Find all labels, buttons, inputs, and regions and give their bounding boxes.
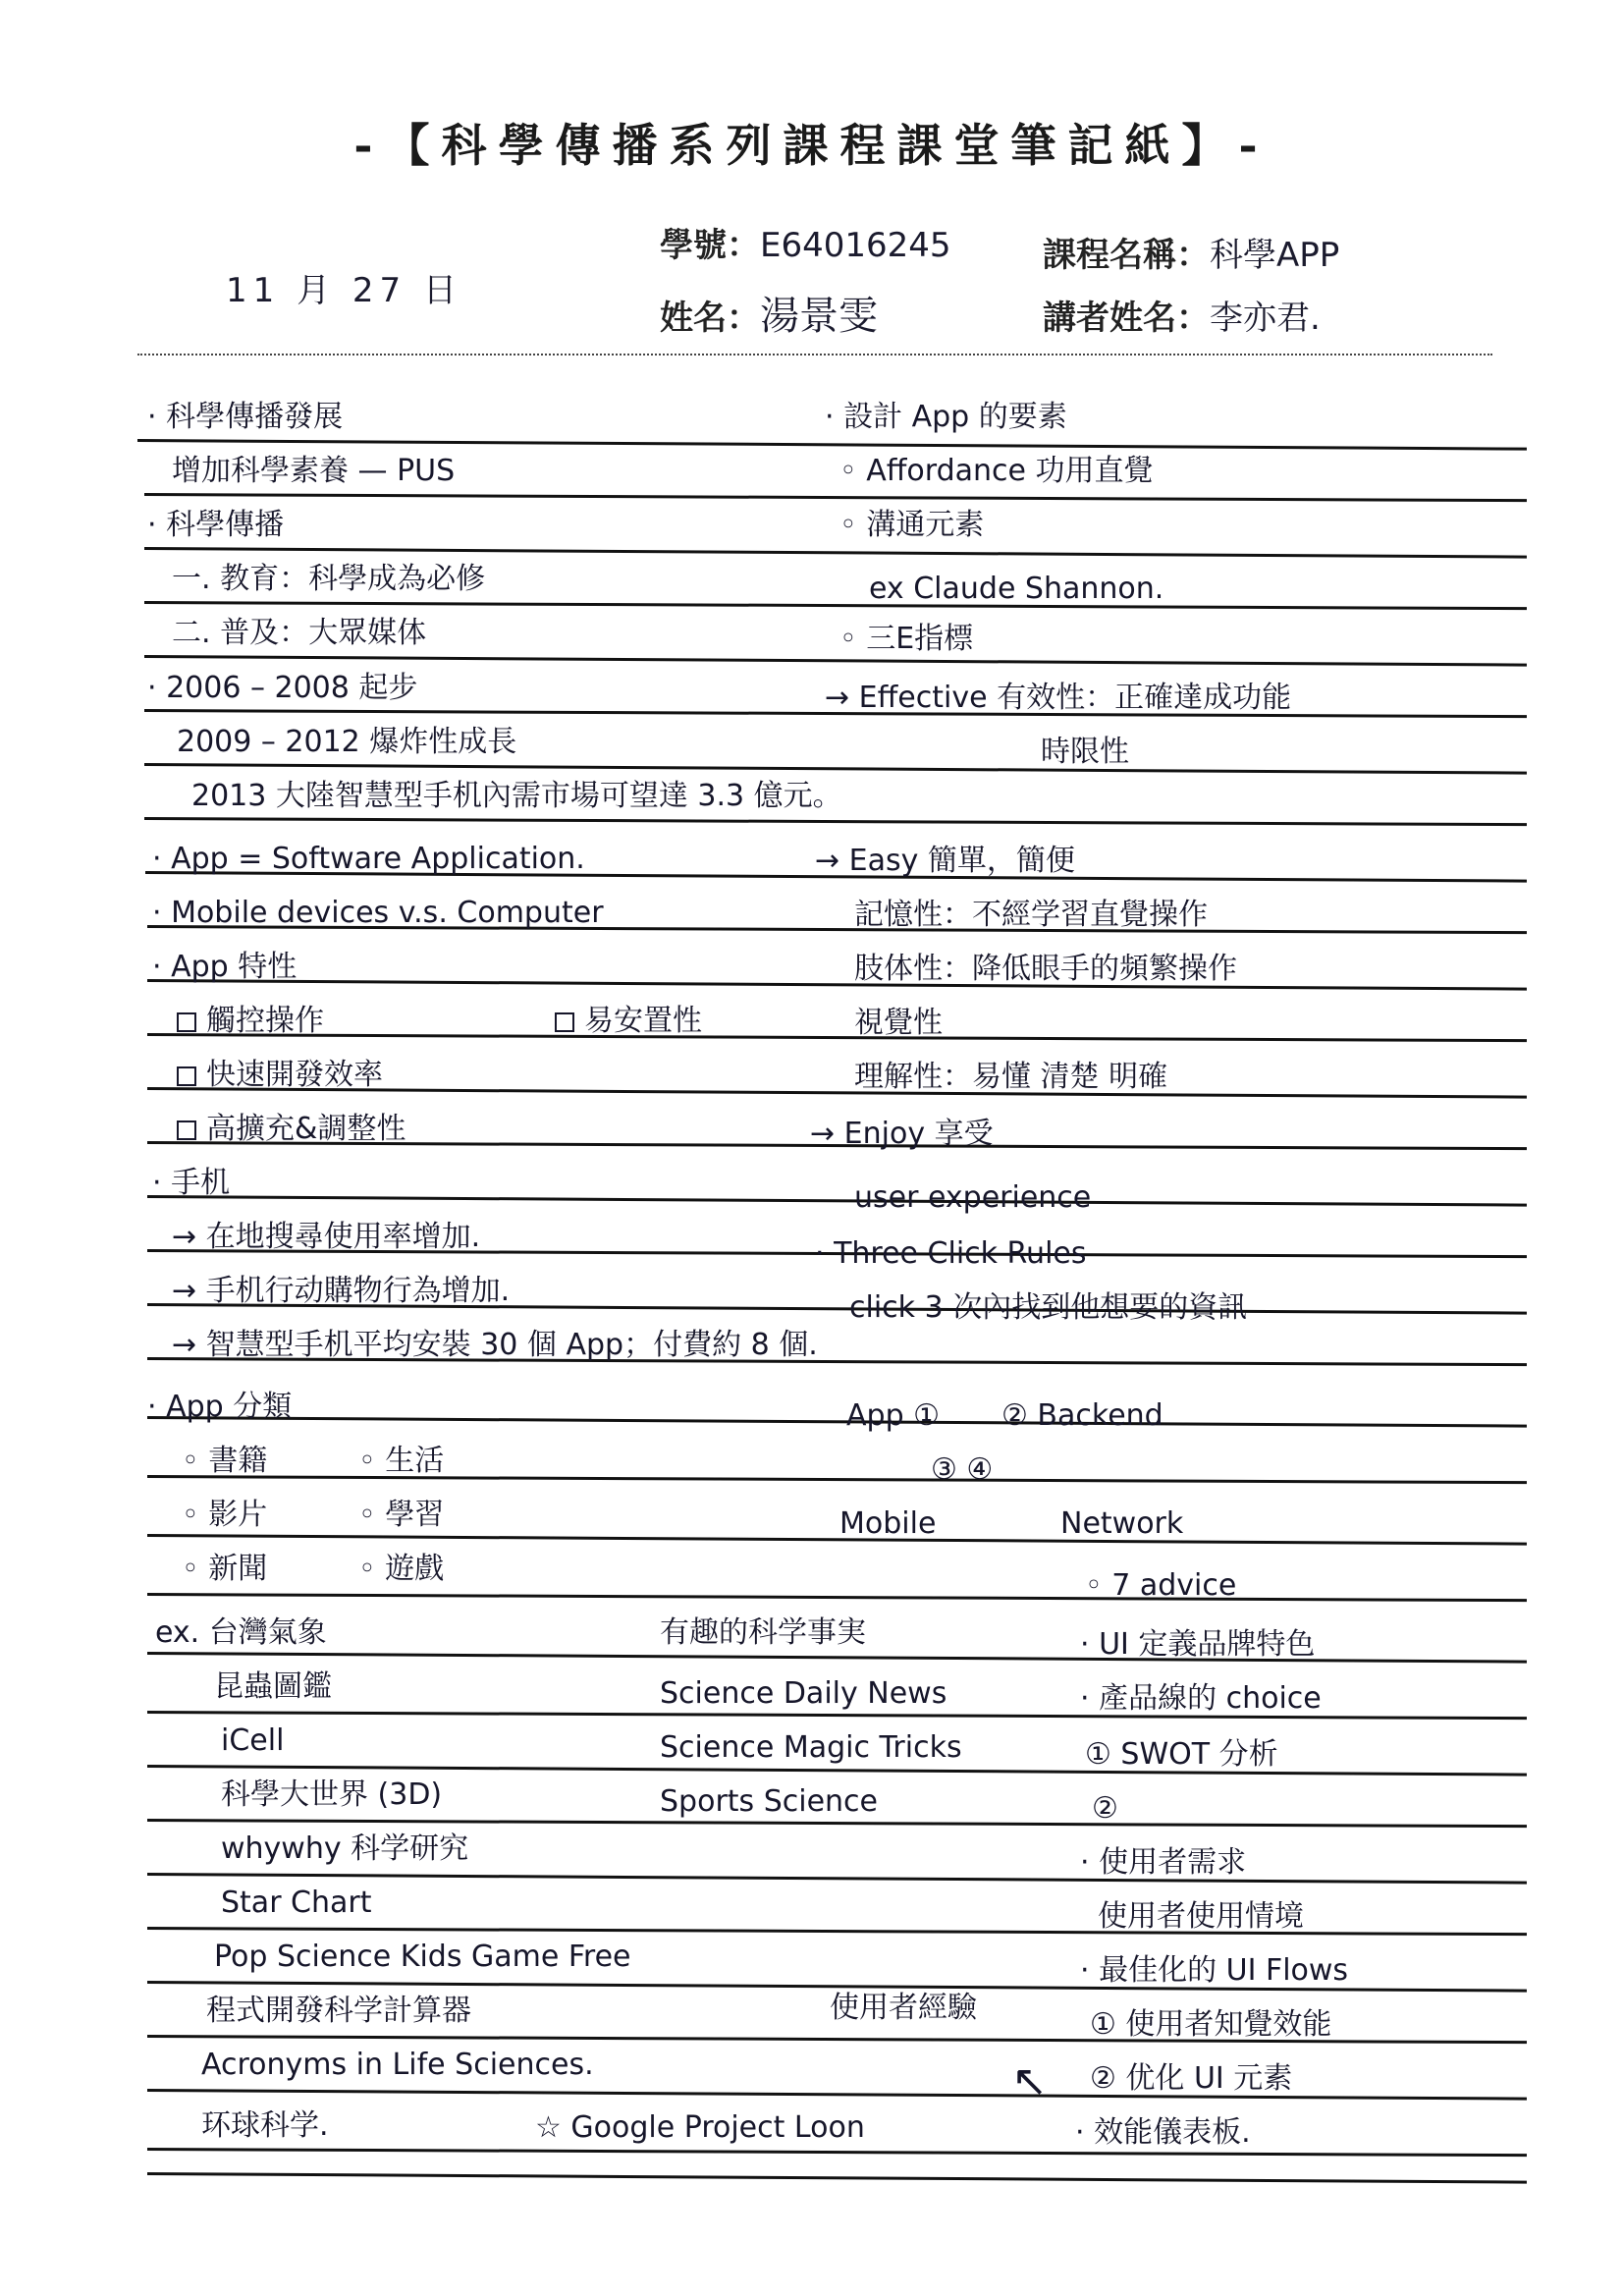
ruled-line	[144, 655, 1527, 667]
student-id-value: E64016245	[760, 226, 951, 265]
student-id-label: 學號：	[660, 226, 760, 265]
ruled-line	[147, 1416, 1527, 1428]
note-line: ◦ 書籍	[182, 1444, 268, 1478]
speaker-label: 講者姓名：	[1043, 299, 1210, 338]
note-text: 觸控操作	[206, 1004, 324, 1038]
note-line: Network	[1060, 1506, 1184, 1541]
note-line: user experience	[854, 1180, 1092, 1215]
note-line: 使用者使用情境	[1098, 1899, 1304, 1934]
ruled-line	[144, 547, 1527, 559]
note-line: → 在地搜尋使用率增加.	[172, 1220, 481, 1254]
note-line: App ①	[846, 1398, 941, 1433]
note-line: 使用者經驗	[830, 1991, 977, 2025]
note-line: · 產品線的 choice	[1080, 1681, 1322, 1716]
note-line	[177, 1058, 383, 1092]
ruled-line	[147, 1765, 1527, 1777]
ruled-line	[147, 1033, 1527, 1042]
note-line: → 智慧型手机平均安裝 30 個 App；付費約 8 個.	[172, 1328, 818, 1362]
date: 11 月 27 日	[226, 271, 462, 310]
note-line: ex. 台灣氣象	[155, 1615, 327, 1650]
note-line: · 最佳化的 UI Flows	[1080, 1953, 1349, 1988]
note-line: ② Backend	[1001, 1398, 1163, 1433]
note-text: 快速開發效率	[206, 1058, 383, 1092]
note-line: ① SWOT 分析	[1085, 1737, 1278, 1772]
note-line: 二. 普及：大眾媒体	[172, 616, 427, 650]
page-title: -【科學傳播系列課程課堂筆記紙】-	[353, 119, 1270, 172]
note-line: → Easy 簡單，簡便	[815, 844, 1075, 878]
note-line: · UI 定義品牌特色	[1080, 1627, 1316, 1662]
note-line: ◦ 新聞	[182, 1552, 268, 1586]
ruled-line	[147, 979, 1527, 991]
note-line	[177, 1112, 406, 1146]
ruled-line	[147, 1593, 1527, 1602]
note-line: ◦ 生活	[358, 1444, 445, 1478]
ruled-line	[144, 817, 1527, 826]
note-line: · 科學傳播	[147, 508, 285, 542]
note-line: 科學大世界 (3D)	[221, 1777, 443, 1812]
note-line: 理解性：易懂 清楚 明確	[854, 1060, 1168, 1094]
note-line: ◦ 7 advice	[1085, 1568, 1237, 1603]
note-line: → Effective 有效性：正確達成功能	[825, 681, 1292, 715]
note-line: 程式開發科学計算器	[206, 1994, 471, 2028]
ruled-line	[144, 763, 1527, 775]
ruled-line	[137, 439, 1527, 451]
ruled-line	[147, 2172, 1527, 2184]
note-line: 昆蟲圖鑑	[214, 1669, 332, 1704]
note-line: ◦ 三E指標	[839, 622, 974, 656]
note-line: · 科學傳播發展	[147, 400, 344, 434]
ruled-line	[147, 1927, 1527, 1936]
student-id-row	[660, 218, 951, 266]
note-line: 一. 教育：科學成為必修	[172, 562, 486, 596]
ruled-line	[147, 1195, 1527, 1207]
note-line: 2009 – 2012 爆炸性成長	[177, 725, 517, 759]
note-text: 高擴充&調整性	[206, 1112, 406, 1146]
note-line: ☆ Google Project Loon	[535, 2110, 865, 2145]
checkbox-icon	[177, 1121, 196, 1140]
note-line	[555, 1004, 702, 1038]
arrow-icon: ↖	[1011, 2056, 1048, 2106]
ruled-line	[147, 1652, 1527, 1664]
note-line: Sports Science	[660, 1784, 878, 1819]
note-line: · Three Click Rules	[815, 1236, 1087, 1271]
note-line: Acronyms in Life Sciences.	[201, 2048, 594, 2082]
note-line: iCell	[221, 1723, 285, 1758]
course-row	[1043, 228, 1339, 276]
note-line: Pop Science Kids Game Free	[214, 1940, 631, 1974]
ruled-line	[147, 2148, 1527, 2157]
speaker-row	[1043, 291, 1321, 339]
name-value: 湯景雯	[760, 294, 878, 339]
note-line: ◦ 溝通元素	[839, 508, 985, 542]
note-line: Science Daily News	[660, 1676, 947, 1711]
checkbox-icon	[555, 1012, 574, 1032]
note-line: 增加科學素養 — PUS	[172, 454, 456, 488]
note-line: ex Claude Shannon.	[869, 572, 1164, 606]
note-line	[177, 1004, 324, 1038]
note-line: whywhy 科学研究	[221, 1831, 469, 1866]
note-line: 环球科学.	[201, 2108, 329, 2143]
note-line: 肢体性：降低眼手的頻繁操作	[854, 952, 1237, 986]
note-line: ① 使用者知覺效能	[1090, 2007, 1332, 2042]
speaker-value: 李亦君.	[1210, 299, 1321, 338]
note-line: 視覺性	[854, 1006, 943, 1040]
ruled-line	[147, 1534, 1527, 1546]
note-line: ②	[1092, 1791, 1118, 1826]
ruled-line	[147, 1819, 1527, 1828]
note-line: · Mobile devices v.s. Computer	[152, 896, 604, 930]
note-line: ◦ 學習	[358, 1498, 445, 1532]
note-line: 記憶性：不經学習直覺操作	[854, 898, 1208, 932]
note-line: · 使用者需求	[1080, 1845, 1247, 1880]
ruled-line	[144, 493, 1527, 502]
note-line: Star Chart	[221, 1886, 372, 1920]
note-line: → 手机行动購物行為增加.	[172, 1274, 511, 1308]
note-line: · 手机	[152, 1166, 231, 1200]
note-line: · App = Software Application.	[152, 842, 585, 876]
note-text: 易安置性	[584, 1004, 702, 1038]
ruled-line	[144, 601, 1527, 610]
ruled-line	[147, 1873, 1527, 1885]
note-line: click 3 次內找到他想要的資訊	[849, 1290, 1248, 1325]
note-line: Science Magic Tricks	[660, 1730, 962, 1765]
name-row	[660, 285, 878, 341]
note-line: 2013 大陸智慧型手机內需市場可望達 3.3 億元。	[191, 779, 842, 813]
ruled-line	[147, 2089, 1527, 2101]
note-line: Mobile	[839, 1506, 937, 1541]
note-line: · 2006 – 2008 起步	[147, 671, 418, 705]
note-line: ◦ Affordance 功用直覺	[839, 454, 1154, 488]
note-line: → Enjoy 享受	[810, 1117, 994, 1151]
note-line: ③ ④	[931, 1452, 994, 1487]
note-line: ◦ 遊戲	[358, 1552, 445, 1586]
note-line: ② 优化 UI 元素	[1090, 2061, 1293, 2096]
note-line: · 設計 App 的要素	[825, 400, 1067, 434]
note-line: · App 特性	[152, 950, 298, 984]
note-line: 有趣的科学事実	[660, 1615, 866, 1650]
note-line: · App 分類	[147, 1390, 293, 1424]
note-line: ◦ 影片	[182, 1498, 268, 1532]
course-label: 課程名稱：	[1043, 236, 1210, 275]
checkbox-icon	[177, 1066, 196, 1086]
note-line: 時限性	[1041, 735, 1129, 769]
header-divider	[137, 354, 1492, 355]
name-label: 姓名：	[660, 299, 760, 338]
course-value: 科學APP	[1210, 236, 1340, 275]
ruled-line	[147, 1475, 1527, 1484]
checkbox-icon	[177, 1012, 196, 1032]
note-line: · 效能儀表板.	[1075, 2115, 1251, 2150]
